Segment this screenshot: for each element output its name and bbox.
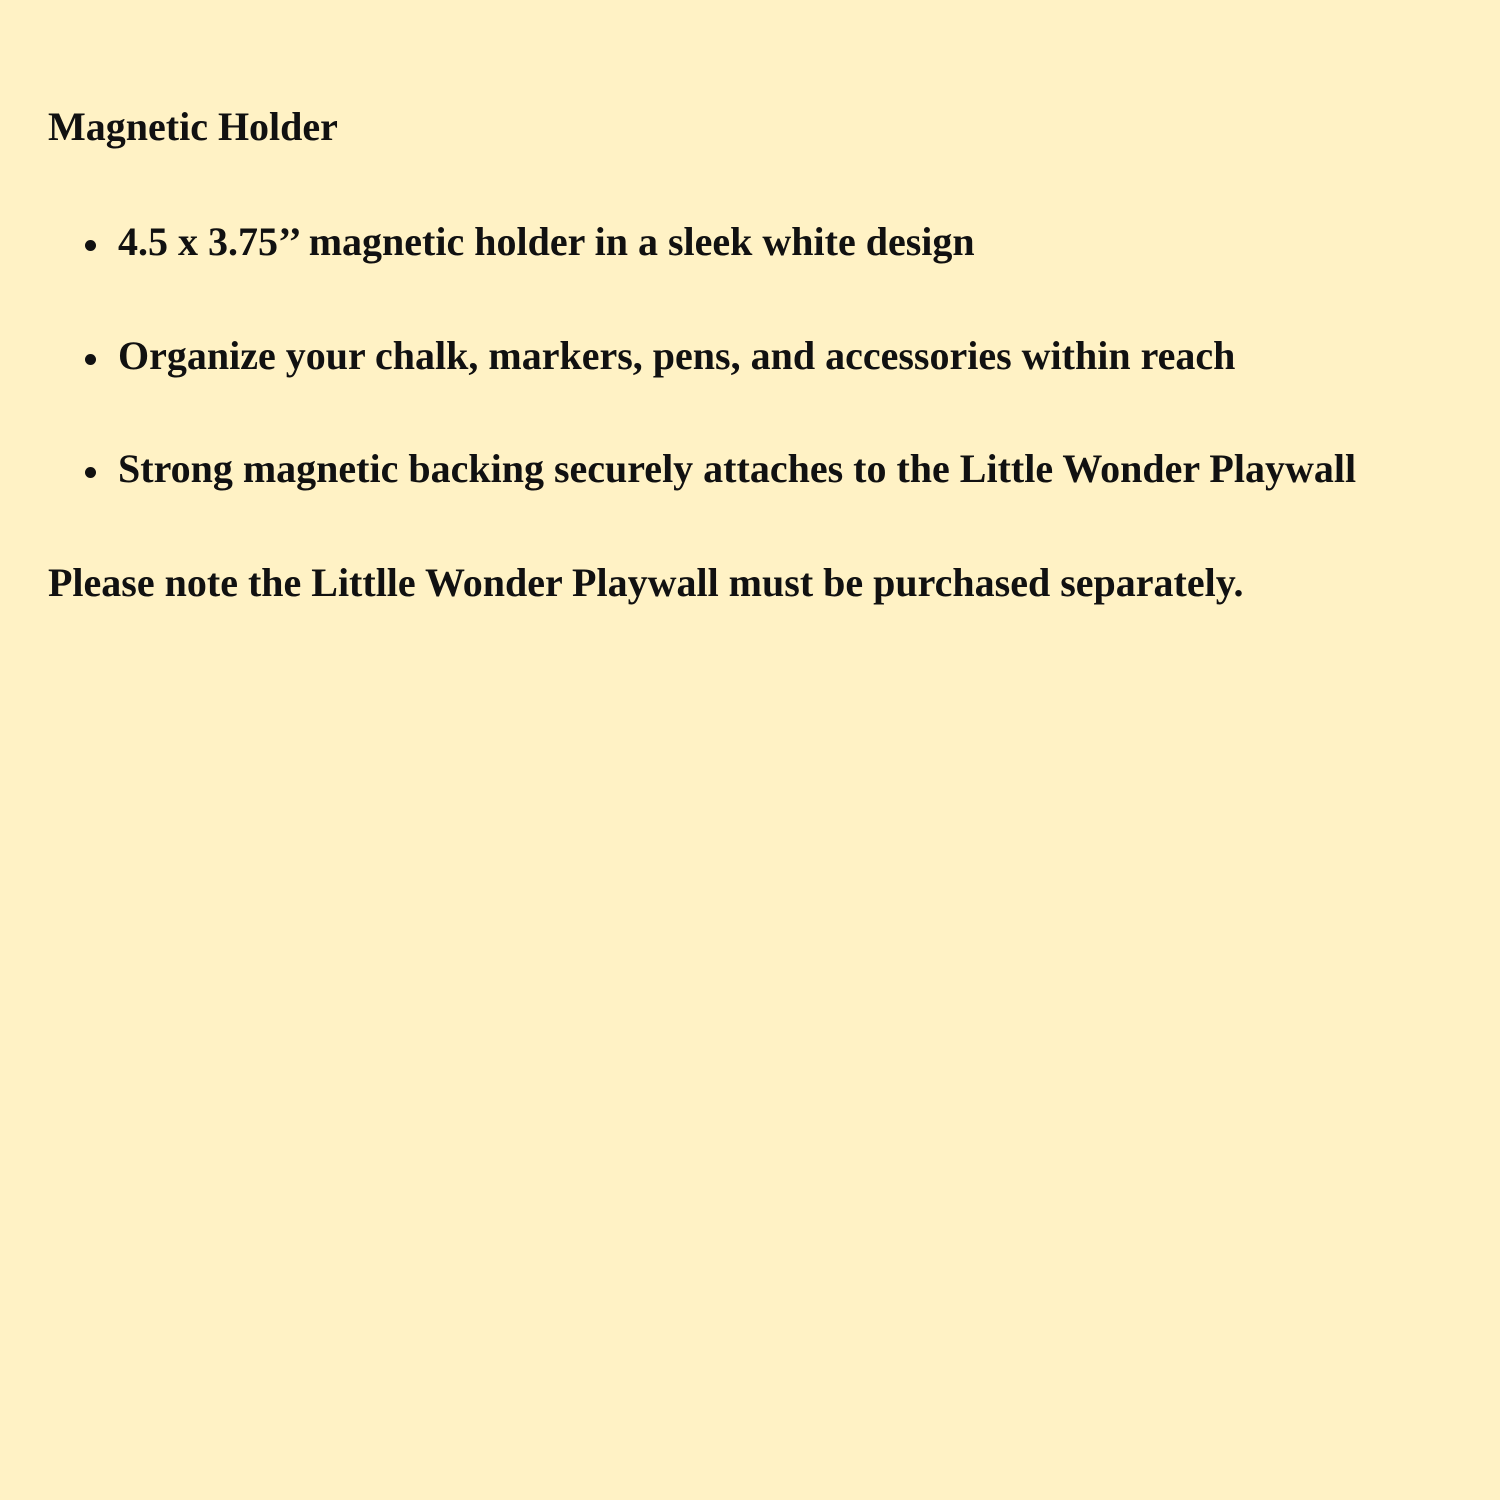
list-item: Organize your chalk, markers, pens, and accessories within reach — [118, 333, 1236, 378]
section-title: Magnetic Holder — [48, 104, 338, 149]
purchase-note: Please note the Littlle Wonder Playwall must be purchased separately. — [48, 560, 1244, 605]
list-item: 4.5 x 3.75’’ magnetic holder in a sleek white design — [118, 219, 975, 264]
list-item: Strong magnetic backing securely attaches to the Little Wonder Playwall — [118, 446, 1357, 491]
